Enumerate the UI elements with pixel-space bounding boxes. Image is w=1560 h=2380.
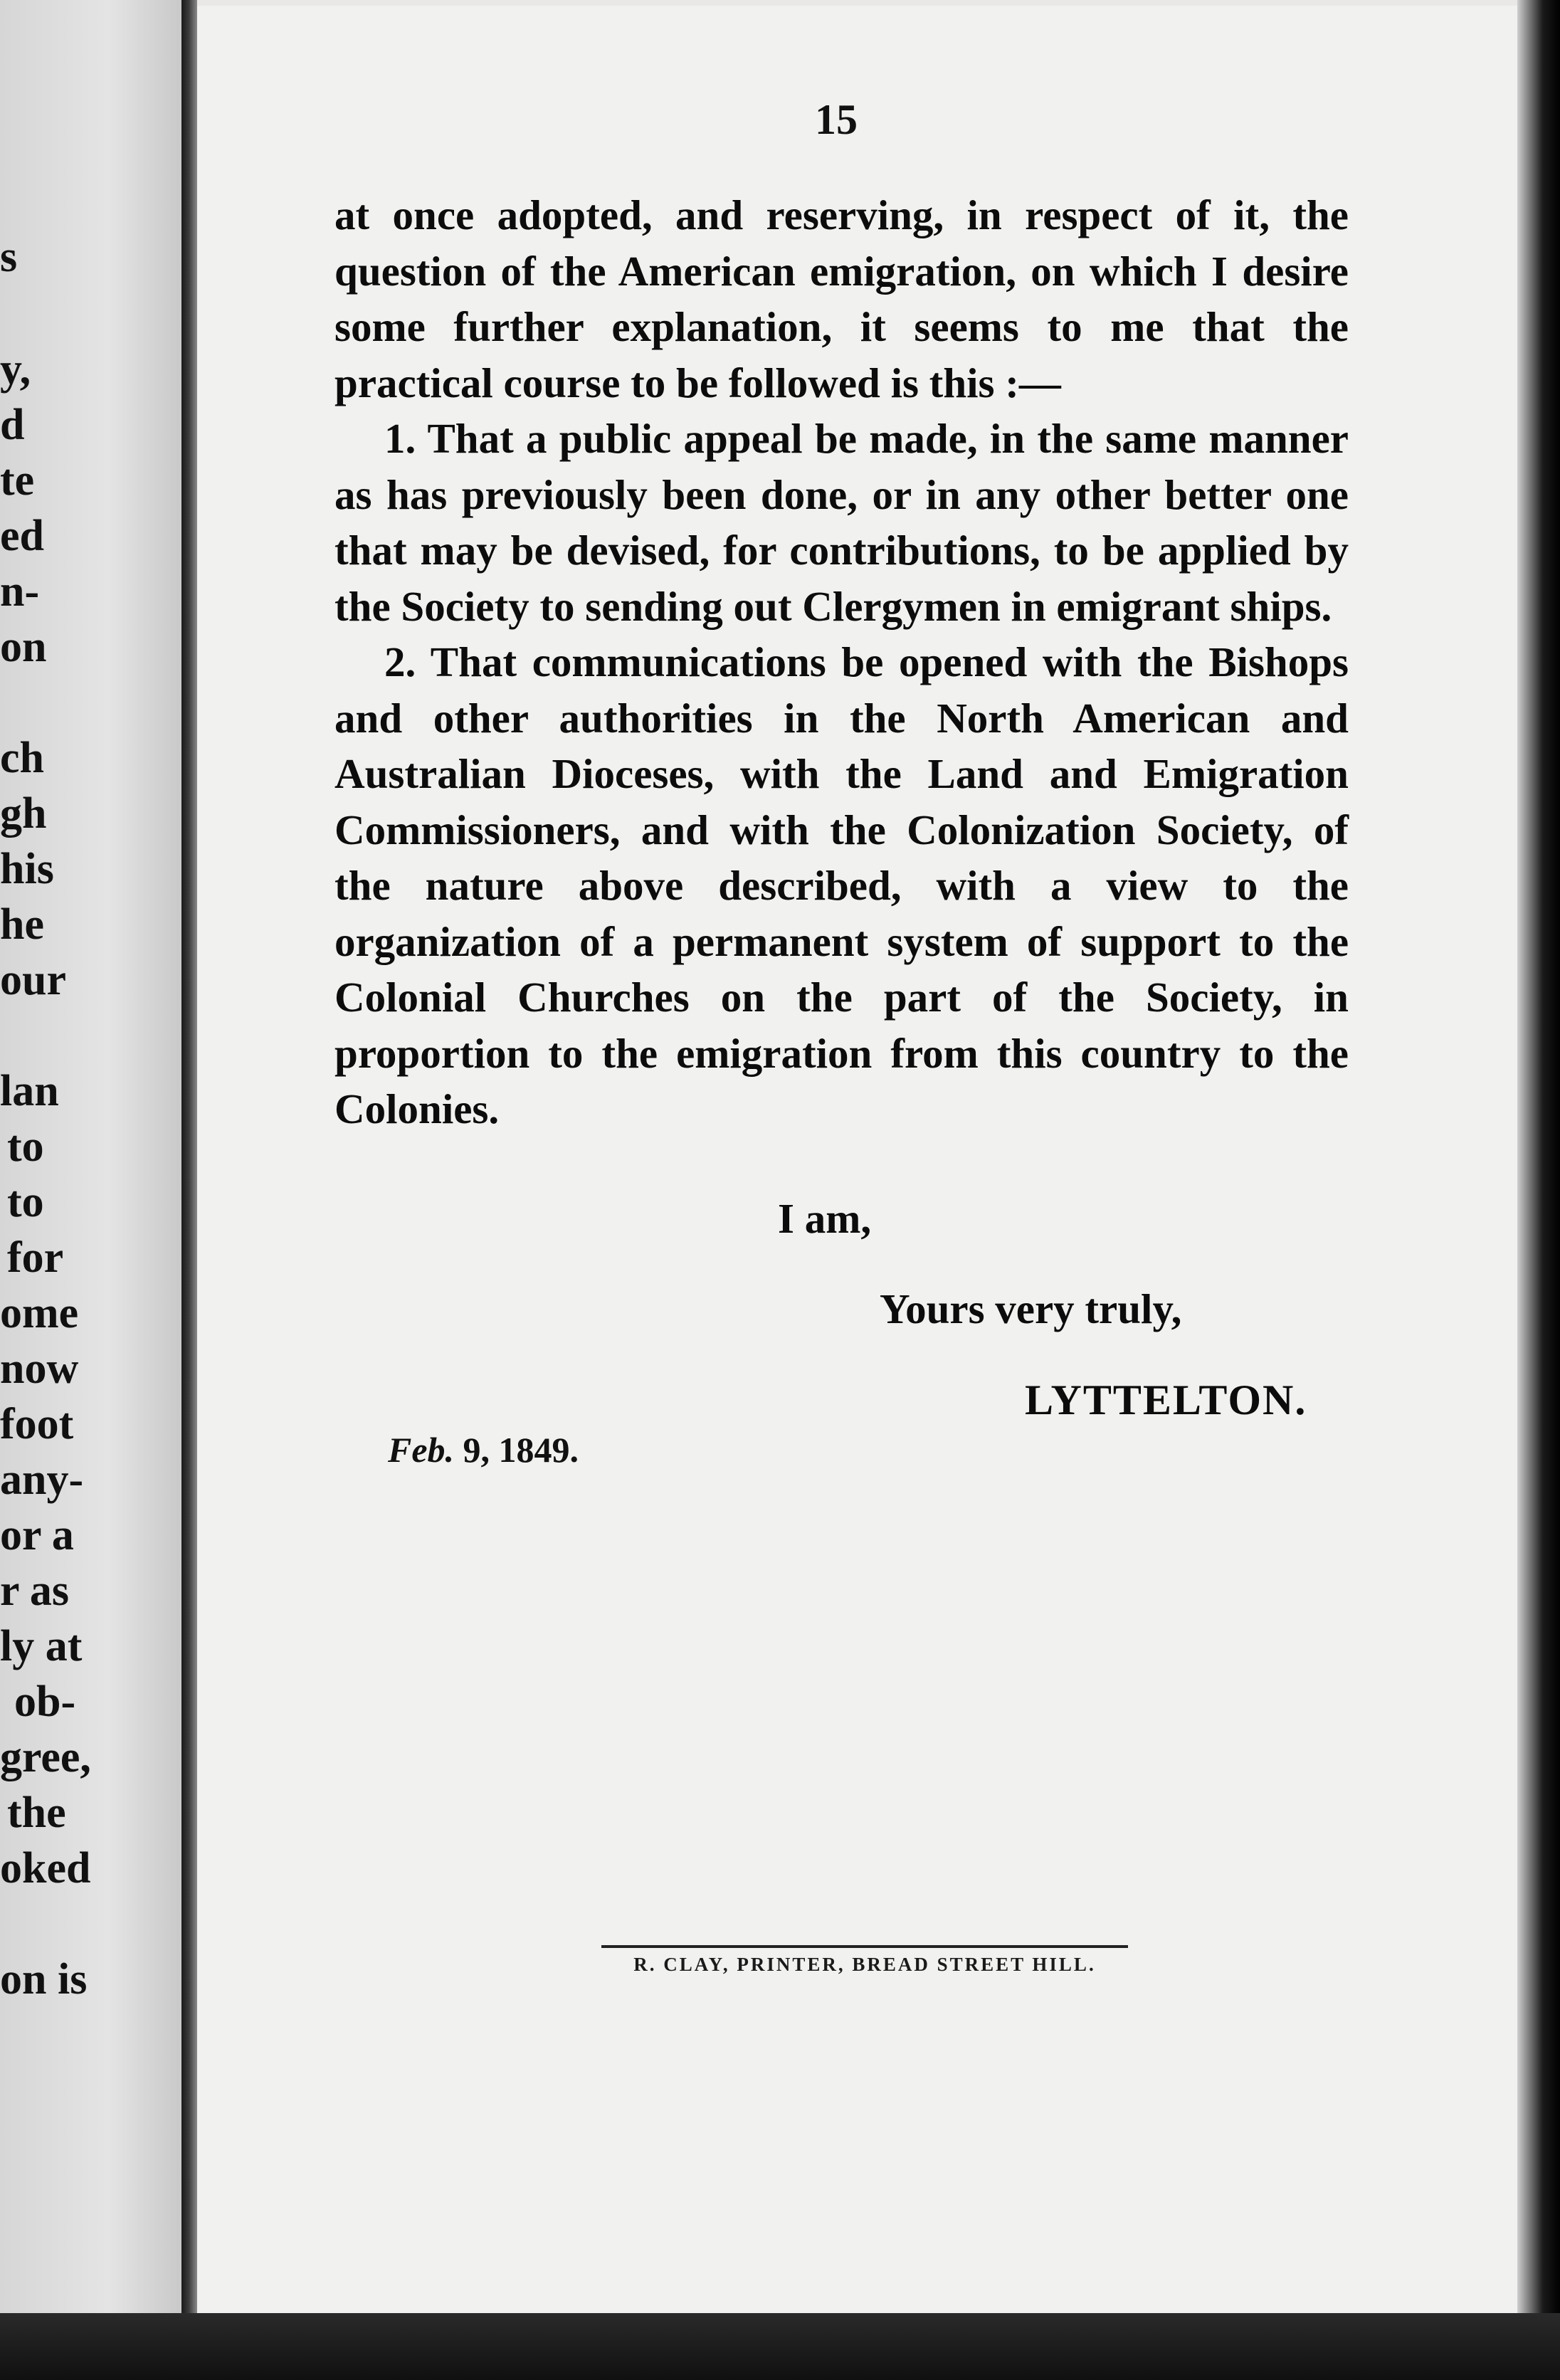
- closing-yours-truly: Yours very truly,: [880, 1285, 1182, 1332]
- signature-name: LYTTELTON.: [1025, 1376, 1307, 1423]
- facing-page-fragment: ly at: [0, 1622, 83, 1670]
- paragraph-numbered-2: 2. That communications be opened with the Bishops and other authorities in the North American and Australian Dioceses, with the Land and Emigration Commissioners, and with the Colonization Society, of the nature above described, with a view to the organization of a permanent system of support to the Colonial Churches on the part of the Society, in proportion to the emigration from this country to the Colonies.: [334, 638, 1349, 1132]
- paragraph: at once adopted, and reserving, in respect of it, the question of the American emigration, on which I desire some further explanation, it seems to me that the practical course to be followed is this :—: [334, 191, 1349, 406]
- facing-page-fragment: our: [0, 956, 66, 1004]
- facing-page-fragment: n-: [0, 567, 40, 616]
- printer-imprint: R. CLAY, PRINTER, BREAD STREET HILL.: [633, 1954, 1096, 1975]
- facing-page-fragment: on is: [0, 1955, 88, 2003]
- facing-page-edge: [0, 0, 181, 2380]
- date-month: Feb.: [388, 1430, 455, 1470]
- facing-page-fragment: d: [0, 401, 25, 449]
- facing-page-fragment: on: [0, 623, 47, 671]
- facing-page-fragment: for: [7, 1233, 64, 1282]
- letter-body: [334, 187, 1349, 1137]
- facing-page-fragment: y,: [0, 345, 31, 394]
- facing-page-fragment: r as: [0, 1567, 70, 1615]
- facing-page-fragment: gh: [0, 789, 47, 838]
- facing-page-fragment: ed: [0, 512, 44, 560]
- page-number: 15: [815, 96, 858, 143]
- date-day-year: 9, 1849.: [463, 1430, 579, 1470]
- right-page-edge: [1517, 0, 1560, 2380]
- facing-page-fragment: gree,: [0, 1733, 91, 1781]
- facing-page-fragment: now: [0, 1344, 79, 1393]
- facing-page-fragment: the: [7, 1789, 66, 1837]
- facing-page-fragment: any-: [0, 1455, 84, 1504]
- facing-page-fragment: ome: [0, 1289, 79, 1337]
- facing-page-fragment: foot: [0, 1400, 74, 1448]
- letter-date: [388, 1432, 579, 1468]
- facing-page-fragment: ch: [0, 734, 44, 782]
- facing-page-fragment: or a: [0, 1511, 74, 1559]
- facing-page-fragment: s: [0, 233, 18, 281]
- paragraph-numbered-1: 1. That a public appeal be made, in the same manner as has previously been done, or in any other better one that may be devised, for contributions, to be applied by the Society to sending out Clergymen in emigrant ships.: [334, 415, 1349, 630]
- facing-page-fragment: his: [0, 845, 54, 893]
- binding-gutter: [181, 0, 197, 2313]
- facing-page-fragment: te: [0, 456, 35, 505]
- facing-page-fragment: lan: [0, 1067, 59, 1115]
- facing-page-fragment: he: [0, 900, 44, 949]
- facing-page-fragment: oked: [0, 1844, 91, 1892]
- closing-i-am: I am,: [778, 1195, 872, 1242]
- facing-page-fragment: ob-: [14, 1678, 76, 1726]
- facing-page-fragment: to: [7, 1178, 44, 1226]
- scan-bottom-edge: [0, 2313, 1560, 2380]
- facing-page-fragment: to: [7, 1122, 44, 1171]
- imprint-rule: [601, 1945, 1128, 1948]
